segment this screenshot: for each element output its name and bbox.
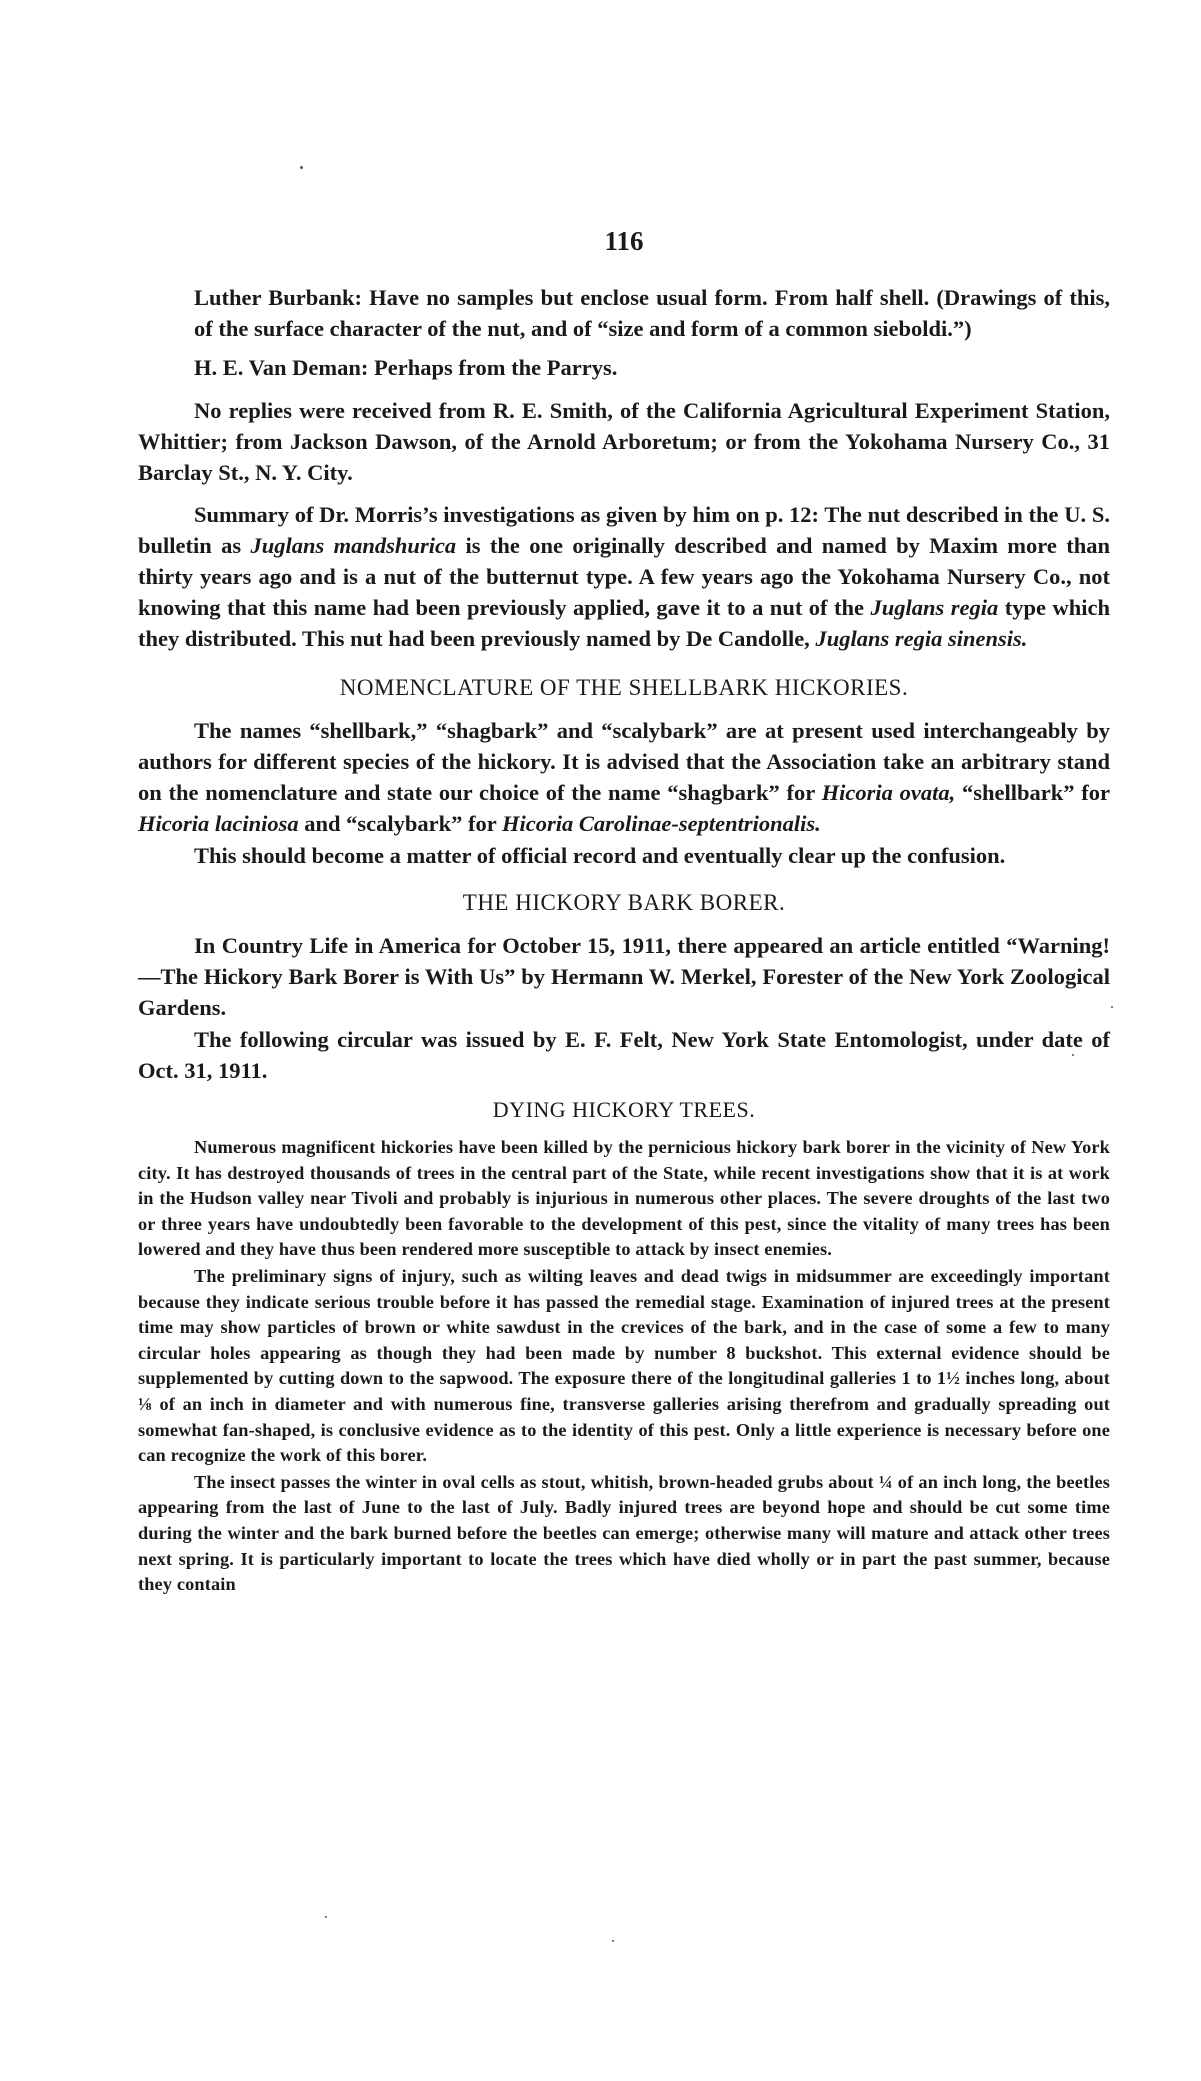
summary-species-3: Juglans regia sinensis. [815, 626, 1028, 651]
reply-name: Luther Burbank: [194, 285, 363, 310]
circular-paragraph-1: Numerous magnificent hickories have been killed by the pernicious hickory bark borer in the vicinity of New York city. It has destroyed thousands of trees in the central part of the State, while recent investigations show that it is at work in the Hudson valley near Tivoli and probably is injurious in numerous other places. The severe droughts of the last two or three years have undoubtedly been favorable to the development of this pest, since the vitality of many trees has been lowered and they have thus been rendered more susceptible to attack by insect enemies. [138, 1137, 1110, 1260]
nomenclature-text-3: and “scalybark” for [298, 811, 502, 836]
body-text [138, 282, 1110, 1125]
reply-text: Perhaps from the Parrys. [368, 355, 618, 380]
scan-speck [612, 1940, 614, 1942]
no-replies-paragraph: No replies were received from R. E. Smith, of the California Agricultural Experiment Station, Whittier; from Jackson Dawson, of the Arnold Arboretum; or from the Yokohama Nursery Co., 31 Barclay St., N. Y. City. [138, 398, 1110, 485]
nomenclature-species-2: Hicoria laciniosa [138, 811, 299, 836]
nomenclature-species-3: Hicoria Carolinae-septentrionalis. [502, 811, 821, 836]
reply-name: H. E. Van Deman: [194, 355, 369, 380]
nomenclature-text-1: The names “shellbark,” “shagbark” and “scalybark” are at present used interchangeably by authors for different species of the hickory. It is advised that the Association take an arbitrary stand on the nomenclature and state our choice of the name “shagbark” for [138, 718, 1110, 805]
nomenclature-heading: NOMENCLATURE OF THE SHELLBARK HICKORIES. [339, 675, 909, 700]
bark-borer-heading: THE HICKORY BARK BORER. [462, 890, 786, 915]
page-number: 116 [604, 226, 644, 256]
nomenclature-paragraph-1 [138, 715, 1110, 839]
reply-burbank [138, 282, 1110, 344]
summary-text-2: is the one originally described and named by Maxim more than thirty years ago and is a nut of the butternut type. A few years ago the Yokohama Nursery Co., not knowing that this name had been previously applied, gave it to a nut of the [138, 533, 1110, 620]
dying-trees-heading: DYING HICKORY TREES. [492, 1097, 756, 1122]
reply-text: Have no samples but enclose usual form. From half shell. (Drawings of this, of the surface character of the nut, and of “size and form of a common sieboldi.”) [194, 285, 1110, 341]
nomenclature-species-1: Hicoria ovata, [821, 780, 956, 805]
scan-speck [300, 166, 303, 169]
summary-paragraph [138, 499, 1110, 654]
circular-paragraph-2: The preliminary signs of injury, such as wilting leaves and dead twigs in midsummer are exceedingly important because they indicate serious trouble before it has passed the remedial stage. Examination of injured trees at the present time may show particles of brown or white sawdust in the crevices of the bark, and in the case of some a few to many circular holes appearing as though they had been made by number 8 buckshot. This external evidence should be supplemented by cutting down to the sapwood. The exposure there of the longitudinal galleries 1 to 1½ inches long, about ⅛ of an inch in diameter and with numerous fine, transverse galleries arising therefrom and gradually spreading out somewhat fan-shaped, is conclusive evidence as to the identity of this pest. Only a little experience is necessary before one can recognize the work of this borer. [138, 1265, 1110, 1466]
nomenclature-paragraph-2: This should become a matter of official record and eventually clear up the confusion. [194, 843, 1006, 868]
summary-species-1: Juglans mandshurica [250, 533, 457, 558]
bark-borer-paragraph-2: The following circular was issued by E. F. Felt, New York State Entomologist, under date of Oct. 31, 1911. [138, 1027, 1110, 1083]
page-content [138, 282, 1110, 1599]
scan-speck [1072, 1054, 1074, 1056]
scan-speck [1111, 1006, 1113, 1008]
circular-text [138, 1135, 1110, 1598]
summary-species-2: Juglans regia [870, 595, 999, 620]
circular-paragraph-3: The insect passes the winter in oval cells as stout, whitish, brown-headed grubs about ¼ of an inch long, the beetles appearing from the last of June to the last of July. Badly injured trees are beyond hope and should be cut some time during the winter and the bark burned before the beetles can emerge; otherwise many will mature and attack other trees next spring. It is particularly important to locate the trees which have died wholly or in part the past summer, because they contain [138, 1471, 1110, 1595]
bark-borer-paragraph-1: In Country Life in America for October 15, 1911, there appeared an article entitled “Warning!—The Hickory Bark Borer is With Us” by Hermann W. Merkel, Forester of the New York Zoological Gardens. [138, 933, 1110, 1020]
summary-text-1: Summary of Dr. Morris’s investigations as given by him on p. 12: The nut described in the U. S. bulletin as [138, 502, 1110, 558]
nomenclature-text-2: “shellbark” for [955, 780, 1110, 805]
summary-text-3: type which they distributed. This nut had been previously named by De Candolle, [138, 595, 1110, 651]
reply-van-deman [138, 352, 1110, 383]
scan-speck [325, 1916, 327, 1918]
